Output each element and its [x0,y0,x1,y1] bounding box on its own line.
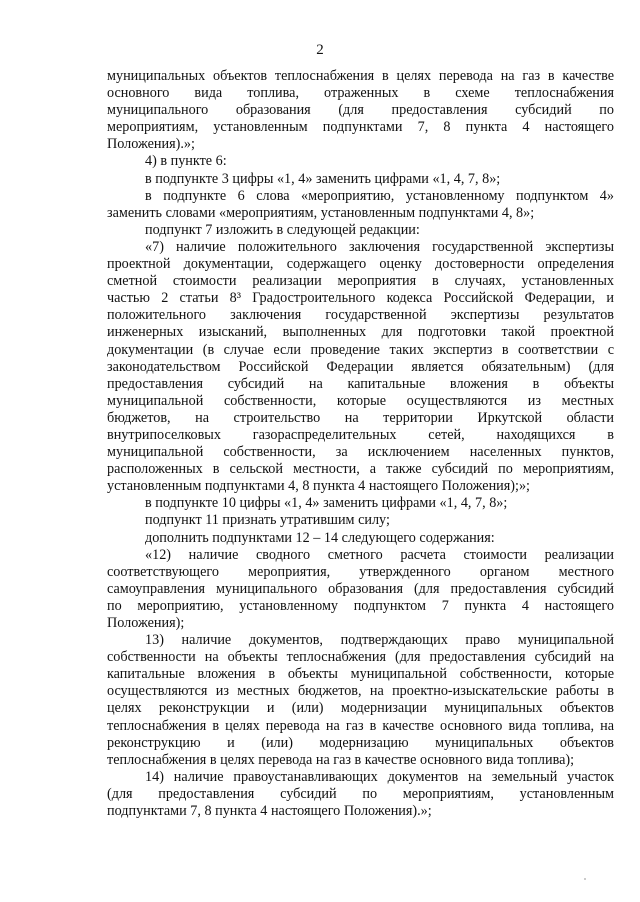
text-line: основного вида топлива, отраженных в схеме теплоснабжения [107,85,614,102]
text-line: подпункт 11 признать утратившим силу; [145,512,390,529]
text-line: осуществляются из местных бюджетов, на проектно-изыскательские работы в [107,683,614,700]
text-line: муниципальных объектов теплоснабжения в целях перевода на газ в качестве [107,68,614,84]
text-line: «12) наличие сводного сметного расчета стоимости реализации [145,546,614,563]
text-line: документации (в случае если проведение таких экспертиз в соответствии с [107,341,614,358]
text-line: Положения).»; [107,136,195,153]
text-line: реконструкцию и (или) модернизацию муниципальных объектов [107,734,614,751]
text-line: в подпункте 10 цифры «1, 4» заменить цифрами «1, 4, 7, 8»; [145,495,508,512]
text-line: сметной стоимости реализации мероприятия в случаях, установленных [107,273,614,290]
text-line: установленным подпунктами 4, 8 пункта 4 настоящего Положения);»; [107,478,530,495]
text-line: в подпункте 6 слова «мероприятию, установленному подпунктом 4» [145,187,614,204]
text-line: по мероприятию, установленному подпунктом 7 пункта 4 настоящего [107,597,614,614]
text-line: 4) в пункте 6: [145,153,227,170]
text-line: капитальные вложения в объекты муниципальной собственности, которые [107,666,614,683]
text-line: инженерных изысканий, выполненных для подготовки такой проектной [107,324,614,341]
text-line: подпункт 7 изложить в следующей редакции: [145,221,420,238]
text-line: целях реконструкции и (или) модернизации муниципальных объектов [107,700,614,717]
text-line: теплоснабжения в целях перевода на газ в качестве основного вида топлива); [107,751,575,768]
text-line: самоуправления муниципального образования (для предоставления субсидий [107,580,614,597]
text-line: мероприятиям, установленным подпунктами 7, 8 пункта 4 настоящего [107,119,614,136]
text-line: подпунктами 7, 8 пункта 4 настоящего Положения).»; [107,803,432,820]
text-line: положительного заключения государственной экспертизы результатов [107,307,614,324]
text-line: заменить словами «мероприятиям, установленным подпунктами 4, 8»; [107,204,535,221]
text-line: «7) наличие положительного заключения государственной экспертизы [145,238,614,255]
text-line: проектной документации, содержащего оценку достоверности определения [107,256,614,273]
text-line: в подпункте 3 цифры «1, 4» заменить цифрами «1, 4, 7, 8»; [145,170,501,187]
text-line: дополнить подпунктами 12 – 14 следующего содержания: [145,529,495,546]
text-line: собственности на объекты теплоснабжения (для предоставления субсидий на [107,649,614,666]
text-line: Положения); [107,615,185,631]
text-line: муниципального образования (для предоставления субсидий по [107,102,614,119]
scan-speck [584,878,586,880]
text-line: муниципальной собственности, за исключением населенных пунктов, [107,444,614,461]
text-line: внутрипоселковых газораспределительных сетей, находящихся в [107,426,614,443]
text-line: 14) наличие правоустанавливающих документов на земельный участок [145,768,614,785]
text-line: предоставления субсидий на капитальные вложения в объекты [107,375,614,392]
document-body [107,68,614,820]
text-line: бюджетов, на строительство на территории Иркутской области [107,409,614,426]
page-number: 2 [316,42,324,58]
text-line: соответствующего мероприятия, утвержденного органом местного [107,563,614,580]
text-line: теплоснабжения в целях перевода на газ в качестве основного вида топлива, на [107,717,614,734]
text-line: 13) наличие документов, подтверждающих право муниципальной [145,632,614,649]
text-line: расположенных в сельской местности, а также субсидий по мероприятиям, [107,461,614,478]
text-line: муниципальной собственности, которые осуществляются из местных [107,392,614,409]
text-line: частью 2 статьи 8³ Градостроительного кодекса Российской Федерации, и [107,290,614,307]
text-line: законодательством Российской Федерации является обязательным) (для [107,358,614,375]
text-line: (для предоставления субсидий по мероприятиям, установленным [107,785,614,802]
